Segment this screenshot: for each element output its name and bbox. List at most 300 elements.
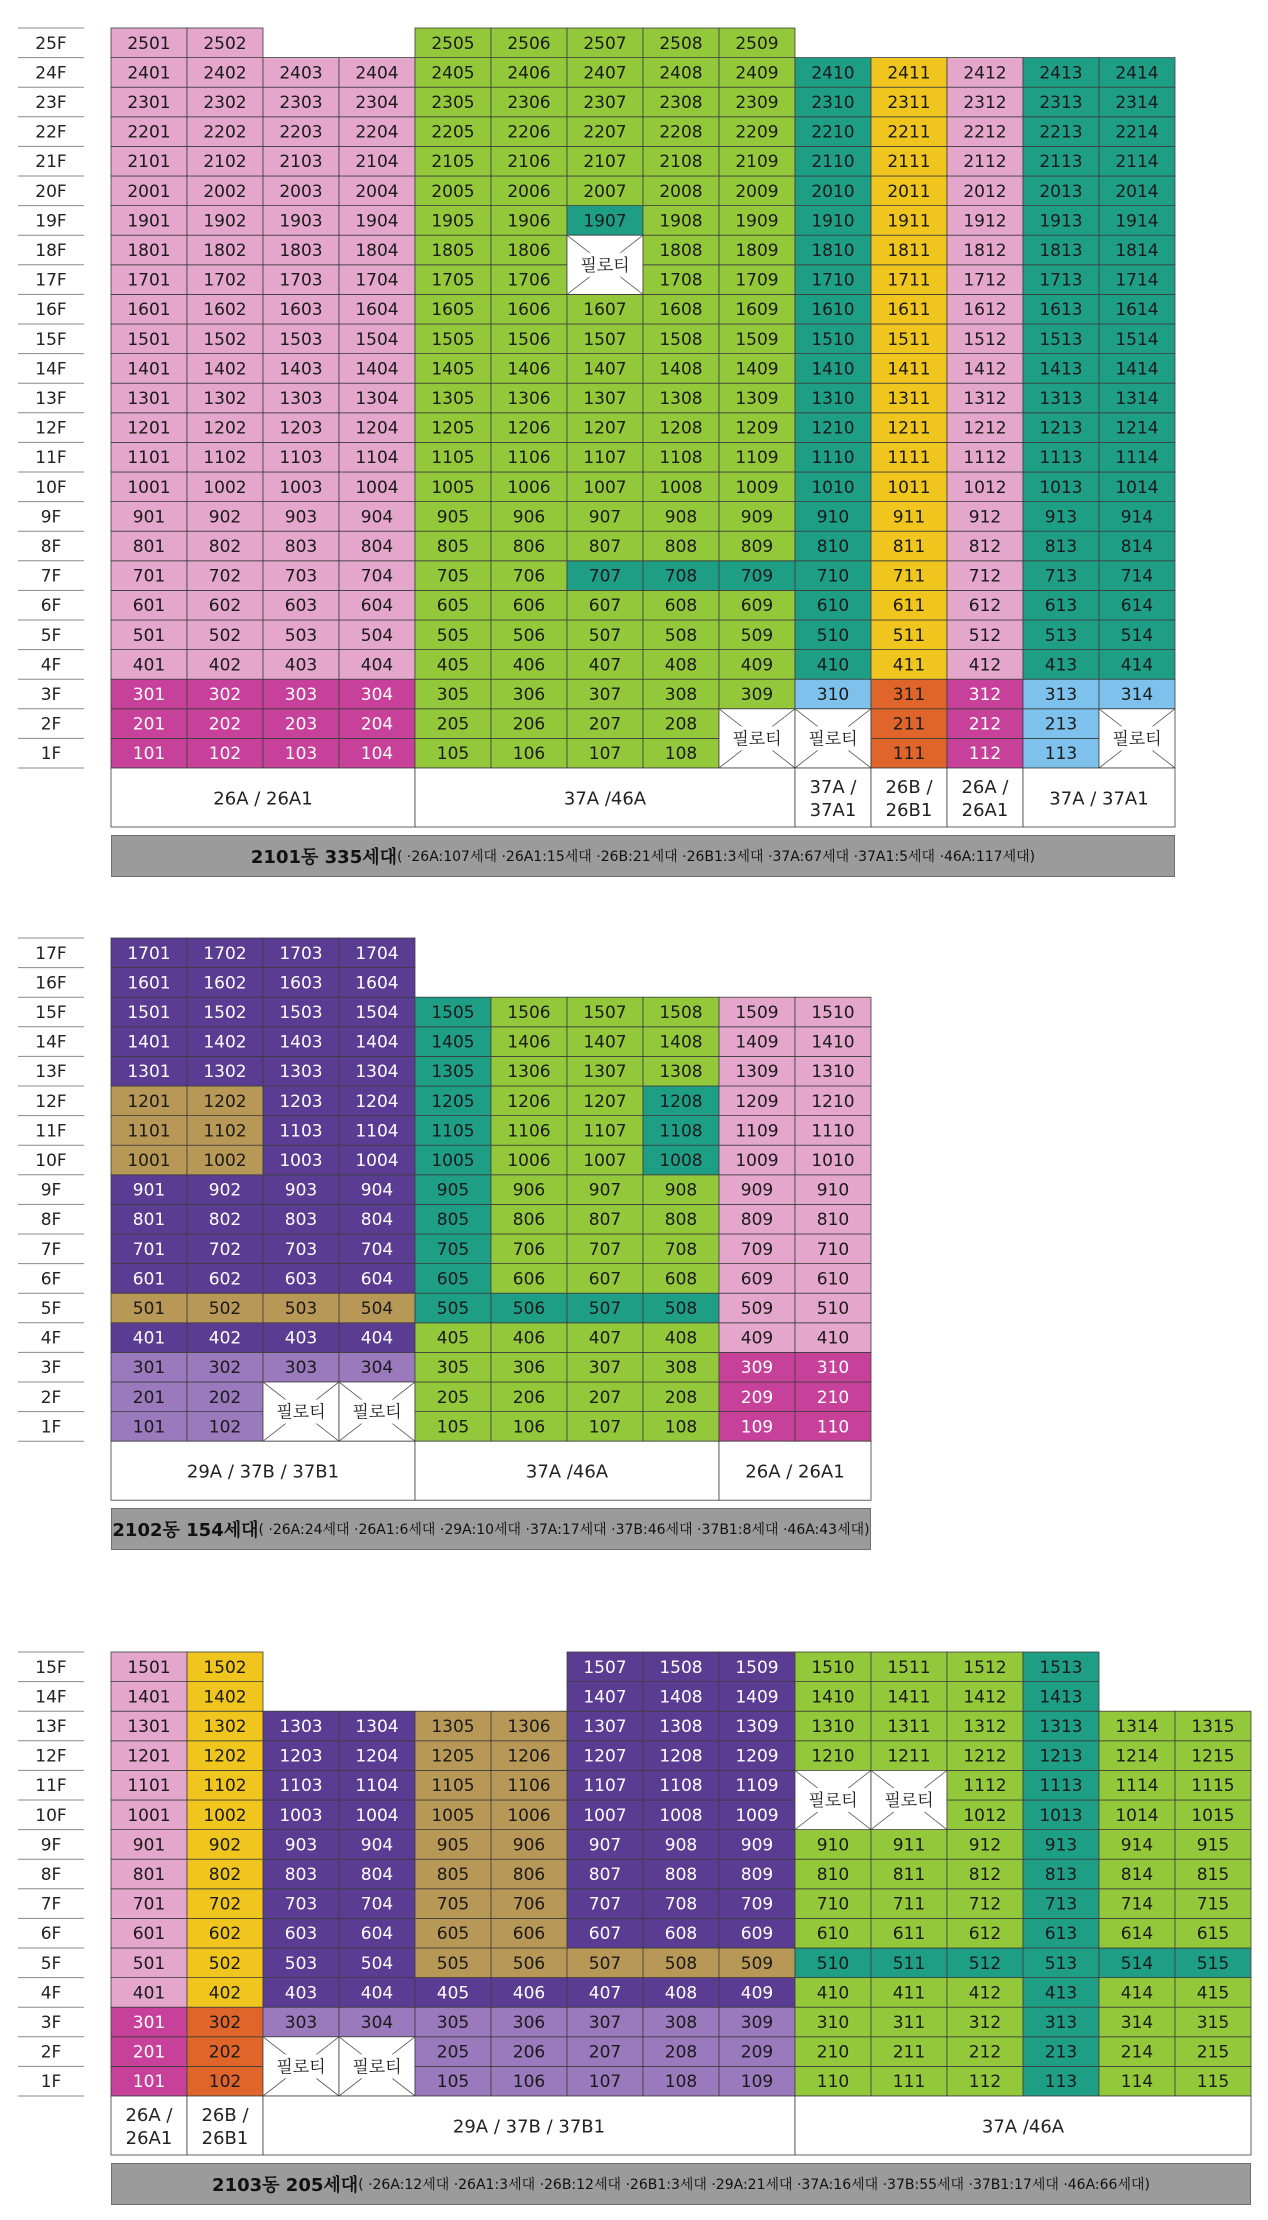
unit-number: 2014 (1115, 181, 1159, 202)
unit-number: 207 (588, 2042, 622, 2063)
unit-number: 1302 (203, 1062, 247, 1083)
floor-label: 5F (40, 625, 62, 646)
unit-number: 301 (132, 685, 166, 705)
unit-number: 710 (816, 566, 850, 587)
unit-number: 1406 (507, 1032, 551, 1053)
unit-number: 906 (512, 507, 546, 528)
unit-number: 306 (512, 2013, 546, 2033)
unit-number: 1211 (887, 418, 931, 439)
unit-number: 705 (436, 566, 470, 587)
unit-number: 112 (968, 2072, 1002, 2093)
unit-number: 1102 (203, 1121, 247, 1142)
unit-number: 1407 (583, 1687, 627, 1708)
unit-number: 113 (1044, 744, 1078, 765)
piloti-label: 필로티 (352, 1402, 402, 1423)
unit-number: 1401 (127, 359, 171, 380)
unit-number: 1104 (355, 448, 399, 469)
unit-number: 1114 (1115, 1776, 1159, 1797)
floor-label: 10F (35, 1805, 67, 1826)
floor-label: 17F (35, 943, 67, 964)
unit-number: 406 (512, 1328, 546, 1349)
unit-number: 1306 (507, 1062, 551, 1083)
unit-number: 814 (1120, 1865, 1154, 1885)
unit-number: 2102 (203, 152, 247, 173)
unit-number: 408 (664, 1983, 698, 2004)
unit-number: 903 (284, 1180, 318, 1201)
unit-number: 1309 (735, 1062, 779, 1083)
unit-number: 709 (740, 566, 774, 587)
unit-number: 2311 (887, 93, 931, 113)
unit-number: 1314 (1115, 1717, 1159, 1737)
unit-number: 1509 (735, 329, 779, 350)
unit-number: 705 (436, 1239, 470, 1260)
unit-number: 2301 (127, 93, 171, 113)
unit-number: 1401 (127, 1687, 171, 1708)
unit-number: 2313 (1039, 93, 1083, 113)
unit-number: 1105 (431, 1776, 475, 1797)
unit-number: 201 (132, 2042, 166, 2063)
unit-number: 1501 (127, 1003, 171, 1023)
unit-number: 1801 (127, 241, 171, 261)
unit-number: 703 (284, 1894, 318, 1915)
unit-number: 903 (284, 1835, 318, 1856)
unit-number: 1308 (659, 1717, 703, 1737)
unit-number: 901 (132, 1180, 166, 1201)
unit-number: 2308 (659, 93, 703, 113)
unit-number: 401 (132, 1328, 166, 1349)
unit-number: 2506 (507, 33, 551, 54)
unit-number: 304 (360, 1358, 394, 1379)
unit-number: 1510 (811, 1657, 855, 1678)
unit-number: 906 (512, 1835, 546, 1856)
unit-number: 1114 (1115, 448, 1159, 469)
unit-number: 503 (284, 1953, 318, 1974)
unit-number: 1711 (887, 270, 931, 291)
unit-number: 1109 (735, 1121, 779, 1142)
unit-type-label: 29A / 37B / 37B1 (452, 2116, 606, 2138)
floor-label: 4F (40, 655, 62, 676)
unit-number: 205 (436, 1387, 470, 1408)
unit-number: 315 (1196, 2013, 1230, 2033)
unit-number: 2409 (735, 63, 779, 84)
unit-number: 309 (740, 1358, 774, 1379)
unit-number: 1805 (431, 241, 475, 261)
unit-number: 310 (816, 685, 850, 705)
unit-number: 807 (588, 1210, 622, 1231)
unit-number: 2007 (583, 181, 627, 202)
unit-number: 1702 (203, 270, 247, 291)
unit-number: 2314 (1115, 93, 1159, 113)
unit-number: 1113 (1039, 448, 1083, 469)
unit-number: 1112 (963, 1776, 1007, 1797)
unit-number: 211 (892, 714, 926, 735)
unit-number: 911 (892, 1835, 926, 1856)
unit-number: 908 (664, 1835, 698, 1856)
unit-number: 1009 (735, 1805, 779, 1826)
floor-label: 12F (35, 1091, 67, 1112)
unit-number: 1009 (735, 1151, 779, 1171)
unit-number: 1813 (1039, 241, 1083, 261)
unit-number: 710 (816, 1894, 850, 1915)
piloti-label: 필로티 (732, 729, 782, 750)
building-2101-summary-detail: ( ·26A:107세대 ·26A1:15세대 ·26B:21세대 ·26B1:3세대 ·37A:67세대 ·37A1:5세대 ·46A:117세대) (397, 849, 1036, 865)
unit-number: 108 (664, 1417, 698, 1438)
building-2103-summary (111, 2163, 1251, 2205)
unit-number: 304 (360, 2013, 394, 2033)
piloti-cell (1099, 709, 1175, 768)
unit-number: 204 (360, 714, 394, 735)
unit-number: 2013 (1039, 181, 1083, 202)
unit-number: 1410 (811, 1687, 855, 1708)
unit-number: 110 (816, 1417, 850, 1438)
floor-label: 10F (35, 477, 67, 498)
unit-type-label: 37A /46A (525, 1461, 609, 1483)
unit-number: 807 (588, 1865, 622, 1885)
unit-number: 2408 (659, 63, 703, 84)
unit-number: 207 (588, 714, 622, 735)
floor-label: 14F (35, 1687, 67, 1708)
unit-type-label: 26B1 (201, 2128, 249, 2149)
floor-label: 7F (40, 566, 62, 587)
unit-number: 1712 (963, 270, 1007, 291)
unit-number: 2211 (887, 122, 931, 143)
unit-number: 702 (208, 1894, 242, 1915)
unit-number: 1806 (507, 241, 551, 261)
unit-number: 502 (208, 1953, 242, 1974)
floor-label: 12F (35, 418, 67, 439)
unit-number: 405 (436, 655, 470, 676)
unit-number: 1010 (811, 1151, 855, 1171)
unit-number: 808 (664, 537, 698, 557)
unit-number: 1201 (127, 1091, 171, 1112)
piloti-label: 필로티 (808, 1791, 858, 1811)
unit-number: 1506 (507, 1003, 551, 1023)
unit-number: 1103 (279, 448, 323, 469)
unit-number: 2411 (887, 63, 931, 84)
unit-number: 112 (968, 744, 1002, 765)
unit-number: 1603 (279, 300, 323, 321)
floor-label: 9F (40, 507, 62, 528)
unit-number: 1205 (431, 418, 475, 439)
unit-number: 803 (284, 537, 318, 557)
floor-label: 18F (35, 241, 67, 261)
unit-number: 1207 (583, 1091, 627, 1112)
unit-number: 1107 (583, 448, 627, 469)
unit-number: 1701 (127, 270, 171, 291)
unit-number: 2404 (355, 63, 399, 84)
unit-number: 808 (664, 1865, 698, 1885)
unit-number: 1401 (127, 1032, 171, 1053)
unit-number: 201 (132, 1387, 166, 1408)
unit-number: 911 (892, 507, 926, 528)
unit-number: 408 (664, 1328, 698, 1349)
unit-number: 305 (436, 1358, 470, 1379)
unit-number: 1108 (659, 1121, 703, 1142)
unit-number: 106 (512, 1417, 546, 1438)
piloti-label: 필로티 (1112, 729, 1162, 750)
unit-number: 304 (360, 685, 394, 705)
unit-number: 1111 (887, 448, 931, 469)
unit-number: 604 (360, 596, 394, 617)
floor-label: 15F (35, 1003, 67, 1023)
unit-number: 1004 (355, 477, 399, 498)
unit-number: 1405 (431, 359, 475, 380)
unit-number: 1409 (735, 1032, 779, 1053)
unit-number: 301 (132, 2013, 166, 2033)
unit-number: 506 (512, 1953, 546, 1974)
unit-number: 411 (892, 655, 926, 676)
unit-number: 1003 (279, 1805, 323, 1826)
unit-number: 205 (436, 714, 470, 735)
unit-number: 409 (740, 655, 774, 676)
unit-number: 510 (816, 625, 850, 646)
unit-number: 2101 (127, 152, 171, 173)
unit-number: 1206 (507, 1091, 551, 1112)
unit-number: 209 (740, 1387, 774, 1408)
unit-number: 808 (664, 1210, 698, 1231)
unit-number: 209 (740, 2042, 774, 2063)
unit-number: 1101 (127, 1121, 171, 1142)
unit-number: 415 (1196, 1983, 1230, 2004)
unit-number: 707 (588, 1894, 622, 1915)
floor-label: 16F (35, 973, 67, 994)
unit-number: 409 (740, 1328, 774, 1349)
unit-number: 1305 (431, 389, 475, 409)
unit-number: 1312 (963, 389, 1007, 409)
unit-number: 708 (664, 566, 698, 587)
unit-number: 1710 (811, 270, 855, 291)
unit-number: 2202 (203, 122, 247, 143)
unit-number: 105 (436, 744, 470, 765)
unit-number: 905 (436, 1180, 470, 1201)
unit-number: 2213 (1039, 122, 1083, 143)
unit-number: 1904 (355, 211, 399, 232)
floor-label: 8F (40, 1865, 62, 1885)
unit-number: 504 (360, 1953, 394, 1974)
unit-number: 406 (512, 1983, 546, 2004)
unit-number: 713 (1044, 566, 1078, 587)
unit-number: 1305 (431, 1717, 475, 1737)
unit-number: 301 (132, 1358, 166, 1379)
unit-number: 812 (968, 1865, 1002, 1885)
floor-label: 3F (40, 1358, 62, 1379)
unit-number: 109 (740, 2072, 774, 2093)
unit-number: 605 (436, 1269, 470, 1290)
unit-number: 1408 (659, 1032, 703, 1053)
unit-number: 2203 (279, 122, 323, 143)
floor-label: 10F (35, 1151, 67, 1171)
unit-number: 2410 (811, 63, 855, 84)
unit-number: 1907 (583, 211, 627, 232)
unit-number: 2204 (355, 122, 399, 143)
unit-number: 1909 (735, 211, 779, 232)
unit-number: 608 (664, 596, 698, 617)
piloti-cell (263, 2037, 339, 2096)
unit-number: 504 (360, 1299, 394, 1319)
unit-number: 1015 (1191, 1805, 1235, 1826)
unit-number: 1905 (431, 211, 475, 232)
floor-label: 7F (40, 1239, 62, 1260)
unit-number: 2008 (659, 181, 703, 202)
unit-number: 1211 (887, 1746, 931, 1767)
unit-number: 1307 (583, 389, 627, 409)
unit-number: 702 (208, 566, 242, 587)
unit-number: 1108 (659, 448, 703, 469)
unit-number: 1507 (583, 1003, 627, 1023)
unit-number: 1310 (811, 1717, 855, 1737)
unit-number: 2001 (127, 181, 171, 202)
unit-number: 110 (816, 2072, 850, 2093)
unit-number: 1012 (963, 477, 1007, 498)
unit-number: 604 (360, 1924, 394, 1945)
unit-number: 1402 (203, 1687, 247, 1708)
unit-number: 1002 (203, 477, 247, 498)
unit-number: 904 (360, 1180, 394, 1201)
unit-number: 803 (284, 1210, 318, 1231)
floor-label: 12F (35, 1746, 67, 1767)
unit-number: 603 (284, 1924, 318, 1945)
unit-number: 806 (512, 1865, 546, 1885)
unit-number: 1709 (735, 270, 779, 291)
floor-label: 11F (35, 448, 67, 469)
unit-number: 101 (132, 744, 166, 765)
unit-number: 801 (132, 1210, 166, 1231)
unit-number: 2209 (735, 122, 779, 143)
unit-number: 515 (1196, 1953, 1230, 1974)
unit-number: 607 (588, 1269, 622, 1290)
unit-number: 2107 (583, 152, 627, 173)
unit-number: 901 (132, 1835, 166, 1856)
unit-number: 610 (816, 1924, 850, 1945)
unit-number: 2003 (279, 181, 323, 202)
piloti-cell (567, 235, 643, 294)
unit-number: 2104 (355, 152, 399, 173)
unit-number: 1309 (735, 1717, 779, 1737)
unit-number: 502 (208, 1299, 242, 1319)
unit-number: 1002 (203, 1805, 247, 1826)
piloti-cell (719, 709, 795, 768)
unit-number: 2106 (507, 152, 551, 173)
unit-number: 505 (436, 625, 470, 646)
unit-number: 1001 (127, 1151, 171, 1171)
unit-number: 2010 (811, 181, 855, 202)
floor-label: 2F (40, 714, 62, 735)
unit-number: 1208 (659, 1091, 703, 1112)
unit-number: 1703 (279, 270, 323, 291)
unit-number: 1610 (811, 300, 855, 321)
unit-number: 2305 (431, 93, 475, 113)
unit-number: 609 (740, 596, 774, 617)
floor-label: 11F (35, 1121, 67, 1142)
piloti-label: 필로티 (352, 2057, 402, 2078)
unit-number: 211 (892, 2042, 926, 2063)
unit-type-label: 26A / (961, 777, 1009, 798)
unit-number: 1207 (583, 1746, 627, 1767)
unit-number: 704 (360, 1894, 394, 1915)
unit-number: 1010 (811, 477, 855, 498)
unit-number: 2011 (887, 181, 931, 202)
unit-number: 1414 (1115, 359, 1159, 380)
unit-number: 1413 (1039, 359, 1083, 380)
unit-number: 503 (284, 1299, 318, 1319)
unit-number: 1106 (507, 1776, 551, 1797)
unit-number: 1408 (659, 1687, 703, 1708)
unit-number: 806 (512, 537, 546, 557)
unit-number: 1212 (963, 418, 1007, 439)
unit-number: 314 (1120, 2013, 1154, 2033)
unit-number: 903 (284, 507, 318, 528)
unit-number: 1014 (1115, 1805, 1159, 1826)
unit-number: 408 (664, 655, 698, 676)
unit-number: 414 (1120, 1983, 1154, 2004)
unit-number: 1201 (127, 418, 171, 439)
unit-number: 1007 (583, 1805, 627, 1826)
unit-number: 606 (512, 596, 546, 617)
unit-number: 613 (1044, 596, 1078, 617)
unit-number: 208 (664, 1387, 698, 1408)
unit-number: 902 (208, 507, 242, 528)
building-2103-summary-detail: ( ·26A:12세대 ·26A1:3세대 ·26B:12세대 ·26B1:3세대 ·29A:21세대 ·37A:16세대 ·37B:55세대 ·37B1:17세대 ·46A:66세대) (358, 2177, 1150, 2193)
unit-number: 2210 (811, 122, 855, 143)
unit-number: 907 (588, 507, 622, 528)
unit-number: 1210 (811, 1746, 855, 1767)
unit-number: 1214 (1115, 1746, 1159, 1767)
unit-number: 1102 (203, 448, 247, 469)
unit-number: 709 (740, 1894, 774, 1915)
unit-number: 1510 (811, 1003, 855, 1023)
unit-number: 405 (436, 1983, 470, 2004)
unit-number: 203 (284, 714, 318, 735)
unit-number: 1502 (203, 1003, 247, 1023)
unit-number: 2303 (279, 93, 323, 113)
unit-number: 805 (436, 1865, 470, 1885)
unit-number: 1301 (127, 1717, 171, 1737)
unit-number: 1013 (1039, 477, 1083, 498)
unit-number: 1606 (507, 300, 551, 321)
unit-number: 1412 (963, 1687, 1007, 1708)
unit-number: 714 (1120, 566, 1154, 587)
unit-number: 1308 (659, 1062, 703, 1083)
unit-number: 303 (284, 2013, 318, 2033)
unit-number: 1901 (127, 211, 171, 232)
unit-number: 1511 (887, 1657, 931, 1678)
unit-number: 102 (208, 2072, 242, 2093)
unit-number: 710 (816, 1239, 850, 1260)
unit-number: 1308 (659, 389, 703, 409)
unit-number: 412 (968, 655, 1002, 676)
unit-number: 214 (1120, 2042, 1154, 2063)
unit-number: 804 (360, 1210, 394, 1231)
unit-number: 107 (588, 2072, 622, 2093)
unit-number: 303 (284, 685, 318, 705)
unit-number: 1012 (963, 1805, 1007, 1826)
unit-number: 711 (892, 1894, 926, 1915)
unit-number: 404 (360, 655, 394, 676)
unit-number: 1514 (1115, 329, 1159, 350)
unit-number: 514 (1120, 1953, 1154, 1974)
floor-label: 8F (40, 1210, 62, 1231)
unit-number: 1809 (735, 241, 779, 261)
unit-number: 1106 (507, 1121, 551, 1142)
floor-label: 1F (40, 1417, 62, 1438)
unit-number: 401 (132, 1983, 166, 2004)
unit-number: 1307 (583, 1062, 627, 1083)
unit-number: 902 (208, 1835, 242, 1856)
unit-number: 1209 (735, 1746, 779, 1767)
unit-number: 310 (816, 1358, 850, 1379)
unit-number: 1310 (811, 1062, 855, 1083)
unit-number: 2111 (887, 152, 931, 173)
